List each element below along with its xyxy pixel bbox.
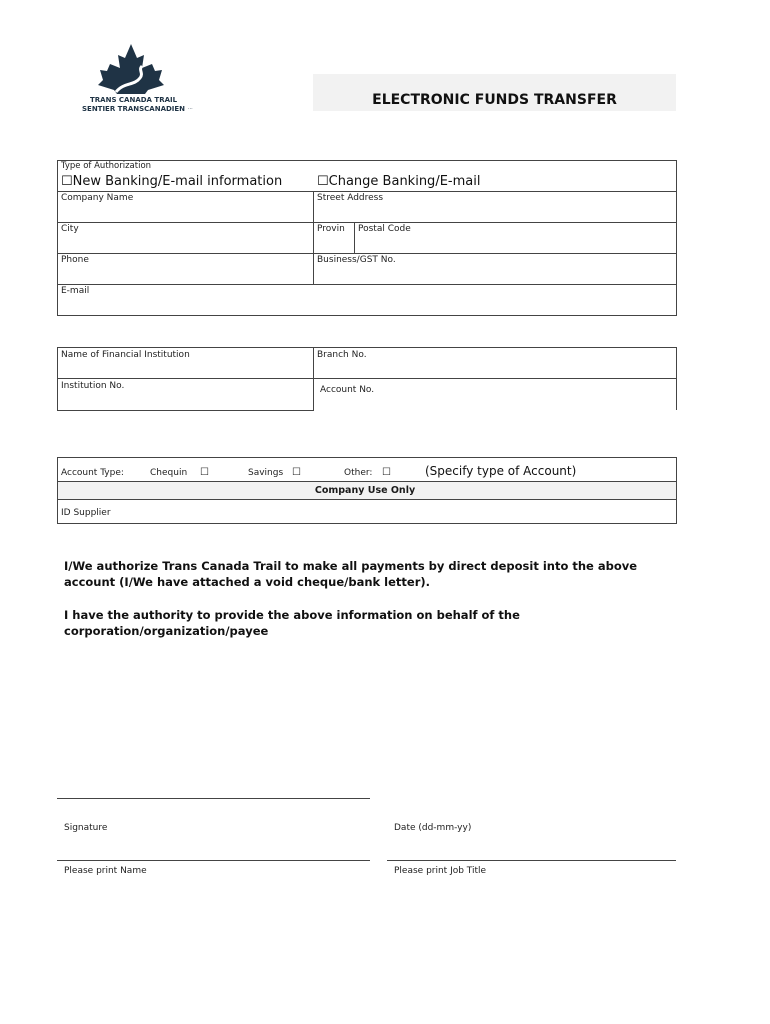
divider <box>57 347 677 348</box>
chequing-checkbox[interactable]: ☐ <box>200 467 209 478</box>
signature-label: Signature <box>64 823 108 833</box>
phone-field[interactable]: Phone <box>61 255 89 265</box>
print-name-label: Please print Name <box>64 866 147 876</box>
province-field[interactable]: Provin <box>317 224 345 234</box>
chequing-label: Chequin <box>150 468 188 478</box>
divider <box>57 499 677 500</box>
email-field[interactable]: E-mail <box>61 286 90 296</box>
branch-no-field[interactable]: Branch No. <box>317 350 367 360</box>
maple-leaf-icon <box>80 42 200 98</box>
savings-label: Savings <box>248 468 284 478</box>
new-banking-checkbox[interactable]: ☐New Banking/E-mail information <box>61 174 283 189</box>
other-label: Other: <box>344 468 373 478</box>
logo-line1: TRANS CANADA TRAIL <box>90 96 178 104</box>
street-address-field[interactable]: Street Address <box>317 193 384 203</box>
divider <box>57 191 677 192</box>
savings-checkbox[interactable]: ☐ <box>292 467 301 478</box>
business-gst-field[interactable]: Business/GST No. <box>317 255 396 265</box>
account-type-label: Account Type: <box>61 468 124 478</box>
signature-line <box>57 798 370 799</box>
divider <box>57 284 677 285</box>
specify-account-type: (Specify type of Account) <box>425 464 577 478</box>
authority-paragraph: I have the authority to provide the above information on behalf of the corporation/organization/payee <box>64 608 520 638</box>
company-name-field[interactable]: Company Name <box>61 193 134 203</box>
divider <box>57 222 677 223</box>
name-line <box>57 860 370 861</box>
job-title-line <box>387 860 676 861</box>
divider <box>57 347 58 411</box>
print-job-title-label: Please print Job Title <box>394 866 487 876</box>
institution-no-field[interactable]: Institution No. <box>61 381 125 391</box>
logo <box>80 42 200 117</box>
financial-institution-field[interactable]: Name of Financial Institution <box>61 350 190 360</box>
type-of-authorization-label: Type of Authorization <box>61 161 152 171</box>
divider <box>313 347 314 411</box>
page-title: ELECTRONIC FUNDS TRANSFER <box>372 92 617 108</box>
divider <box>57 481 677 482</box>
postal-code-field[interactable]: Postal Code <box>358 224 411 234</box>
divider <box>57 410 314 411</box>
change-banking-checkbox[interactable]: ☐Change Banking/E-mail <box>317 174 481 189</box>
authorization-paragraph: I/We authorize Trans Canada Trail to make all payments by direct deposit into the above account (I/We have attached a void cheque/bank letter). <box>64 559 638 589</box>
date-label: Date (dd-mm-yy) <box>394 823 472 833</box>
divider <box>313 191 314 284</box>
id-supplier-field[interactable]: ID Supplier <box>61 508 111 518</box>
company-use-heading: Company Use Only <box>314 485 416 496</box>
city-field[interactable]: City <box>61 224 79 234</box>
divider <box>57 378 677 379</box>
divider <box>354 222 355 253</box>
other-checkbox[interactable]: ☐ <box>382 467 391 478</box>
divider <box>57 253 677 254</box>
account-no-field[interactable]: Account No. <box>320 385 375 395</box>
logo-mark: ... <box>188 105 193 111</box>
logo-line2: SENTIER TRANSCANADIEN <box>82 105 186 113</box>
